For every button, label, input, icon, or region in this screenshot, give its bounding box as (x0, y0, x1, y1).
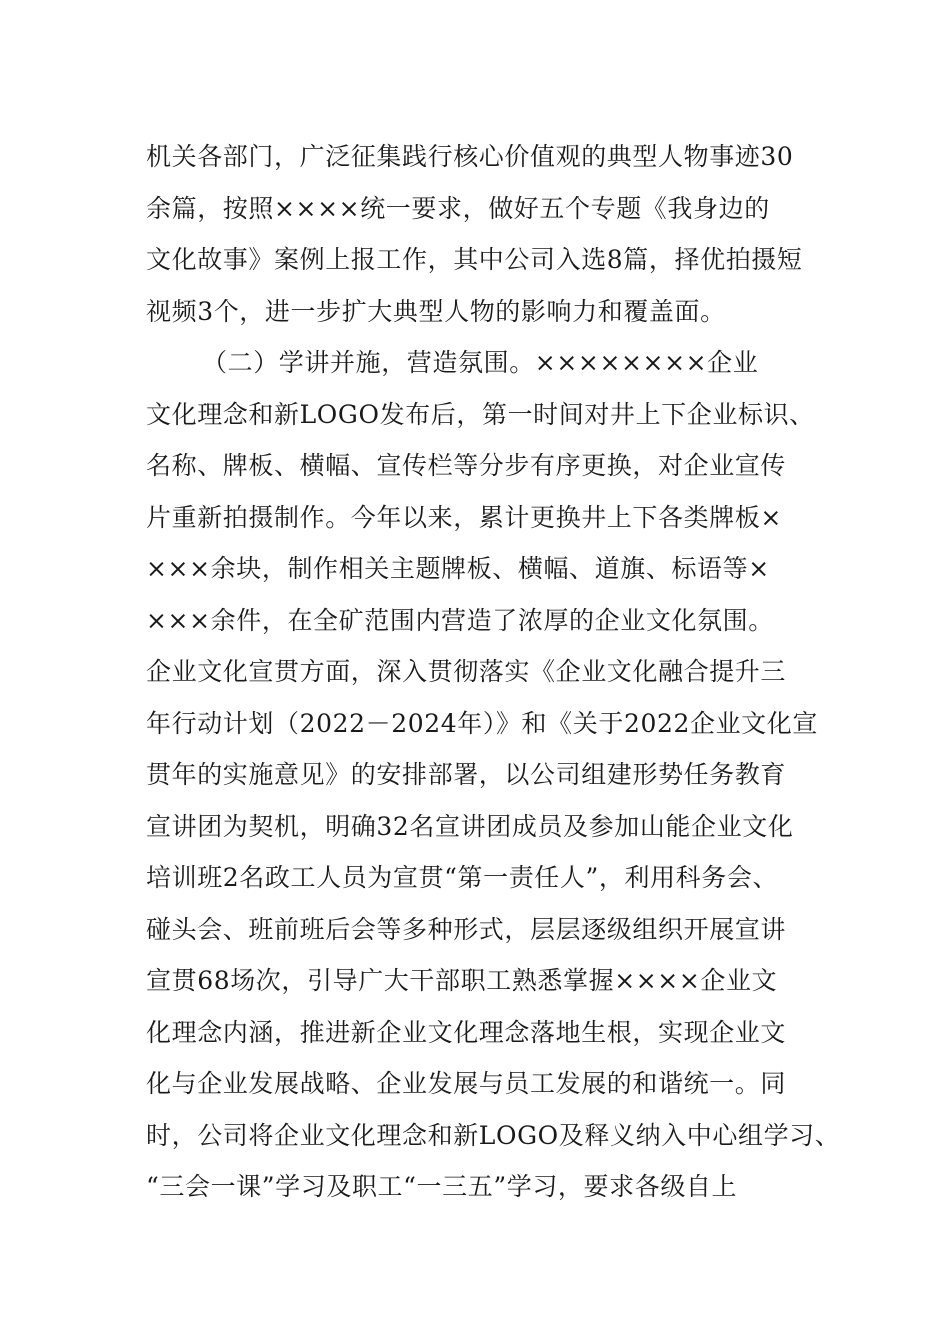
body-text (146, 131, 841, 1213)
text-line: 培训班2名政工人员为宣贯“第一责任人”，利用科务会、 (146, 863, 779, 892)
text-line: “三会一课”学习及职工“一三五”学习，要求各级自上 (146, 1172, 738, 1201)
text-line: 文化理念和新LOGO发布后，第一时间对井上下企业标识、 (146, 399, 815, 429)
text-line: 机关各部门，广泛征集践行核心价值观的典型人物事迹30 (146, 142, 794, 171)
text-line: 余篇，按照××××统一要求，做好五个专题《我身边的 (146, 193, 770, 223)
text-line: 碰头会、班前班后会等多种形式，层层逐级组织开展宣讲 (146, 914, 787, 944)
text-line: 企业文化宣贯方面，深入贯彻落实《企业文化融合提升三 (146, 657, 787, 686)
text-line: 名称、牌板、横幅、宣传栏等分步有序更换，对企业宣传 (146, 451, 787, 480)
text-line: 宣贯68场次，引导广大干部职工熟悉掌握××××企业文 (146, 966, 778, 995)
text-line: 视频3个，进一步扩大典型人物的影响力和覆盖面。 (146, 296, 726, 326)
text-line: 年行动计划（2022－2024年）》和《关于2022企业文化宣 (146, 708, 818, 738)
text-line: 贯年的实施意见》的安排部署，以公司组建形势任务教育 (146, 760, 787, 789)
text-line: 片重新拍摄制作。今年以来，累计更换井上下各类牌板× (146, 502, 782, 532)
section-heading-line: （二）学讲并施，营造氛围。××××××××企业 (202, 348, 759, 377)
text-line: ×××余块，制作相关主题牌板、横幅、道旗、标语等× (146, 554, 770, 583)
text-line: 时，公司将企业文化理念和新LOGO及释义纳入中心组学习、 (146, 1120, 841, 1150)
text-line: 化理念内涵，推进新企业文化理念落地生根，实现企业文 (146, 1017, 787, 1047)
text-line: 化与企业发展战略、企业发展与员工发展的和谐统一。同 (146, 1069, 787, 1098)
text-line: 文化故事》案例上报工作，其中公司入选8篇，择优拍摄短 (146, 245, 803, 274)
text-line: 宣讲团为契机，明确32名宣讲团成员及参加山能企业文化 (146, 811, 794, 841)
text-line: ×××余件，在全矿范围内营造了浓厚的企业文化氛围。 (146, 605, 774, 635)
